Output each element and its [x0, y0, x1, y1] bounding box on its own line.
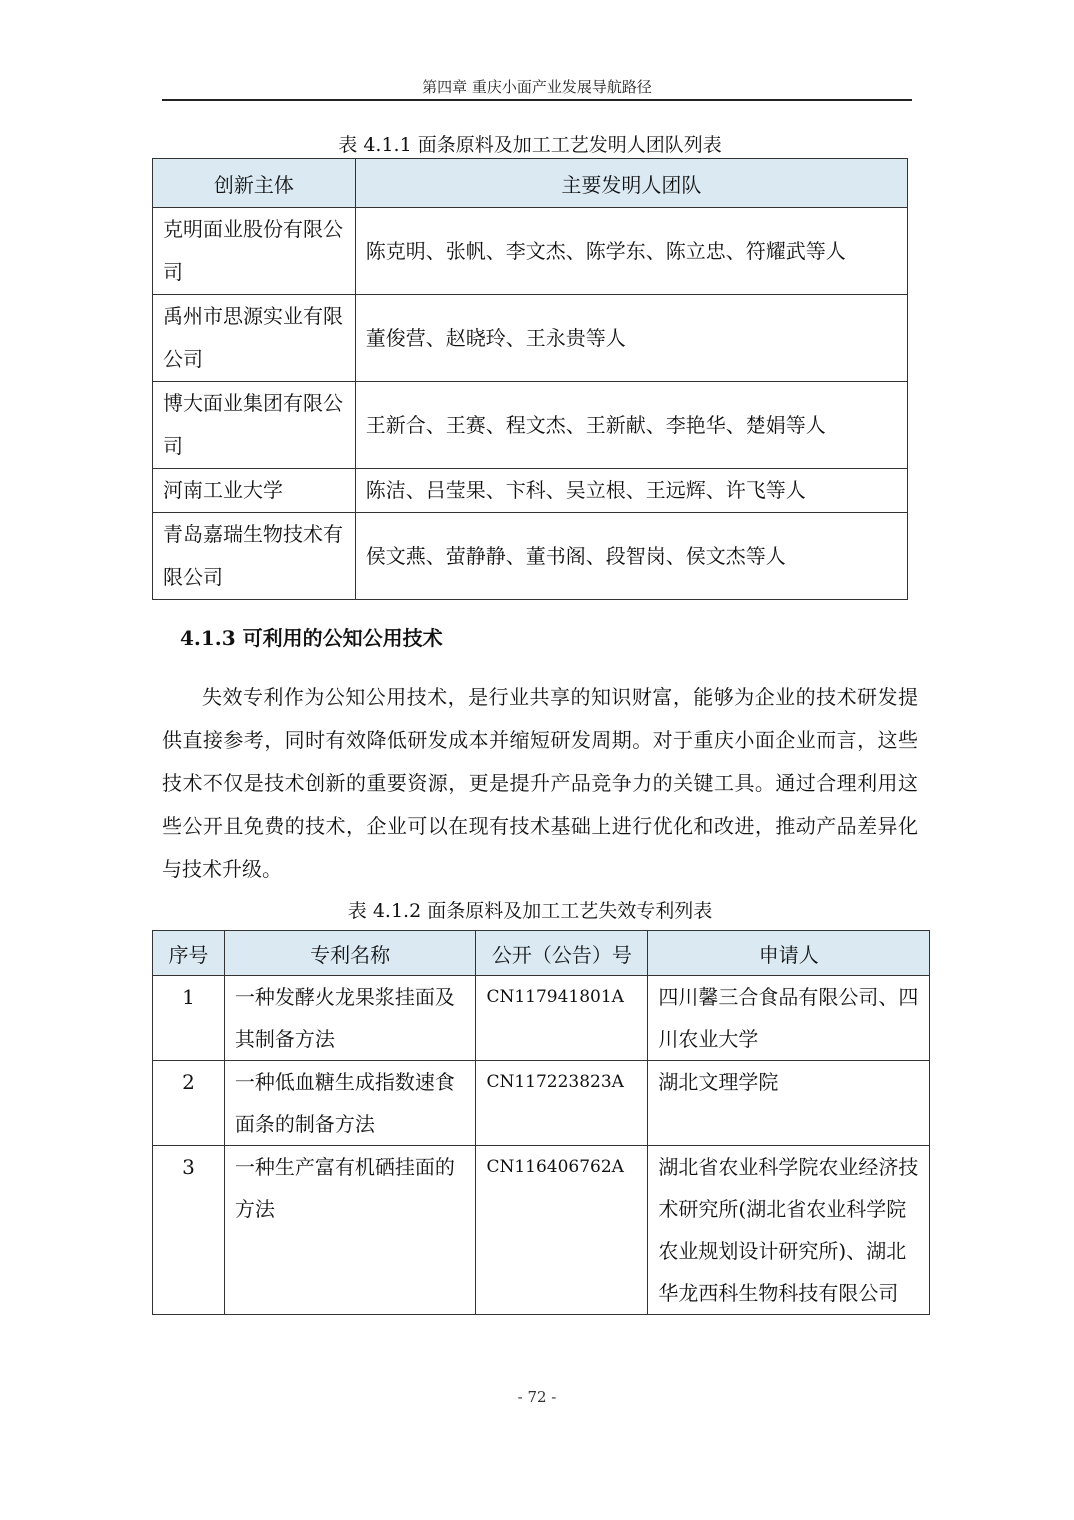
entity-cell: 河南工业大学: [153, 469, 356, 513]
publication-number-cell: CN116406762A: [476, 1146, 648, 1315]
entity-cell: 博大面业集团有限公司: [153, 382, 356, 469]
patent-name-cell: 一种发酵火龙果浆挂面及其制备方法: [224, 976, 476, 1061]
table-row: [153, 382, 908, 469]
team-cell: 陈洁、吕莹果、卞科、吴立根、王远辉、许飞等人: [355, 469, 907, 513]
entity-cell: 禹州市思源实业有限公司: [153, 295, 356, 382]
table2-caption: 表 4.1.2 面条原料及加工工艺失效专利列表: [347, 900, 713, 922]
entity-cell: 克明面业股份有限公司: [153, 208, 356, 295]
table-row: [153, 513, 908, 600]
patent-name-cell: 一种低血糖生成指数速食面条的制备方法: [224, 1061, 476, 1146]
table-row: [153, 208, 908, 295]
column-header: 创新主体: [153, 159, 356, 208]
column-header: 公开（公告）号: [476, 931, 648, 976]
patent-name-cell: 一种生产富有机硒挂面的方法: [224, 1146, 476, 1315]
page-number: - 72 -: [517, 1388, 557, 1406]
column-header: 序号: [153, 931, 225, 976]
serial-cell: 2: [153, 1061, 225, 1146]
header-divider: [162, 99, 912, 101]
table-row: [153, 295, 908, 382]
inventor-team-table: [152, 158, 908, 600]
team-cell: 陈克明、张帆、李文杰、陈学东、陈立忠、符耀武等人: [355, 208, 907, 295]
expired-patent-table: [152, 930, 930, 1315]
serial-cell: 3: [153, 1146, 225, 1315]
applicant-cell: 湖北文理学院: [648, 1061, 930, 1146]
team-cell: 董俊营、赵晓玲、王永贵等人: [355, 295, 907, 382]
publication-number-cell: CN117223823A: [476, 1061, 648, 1146]
table-row: [153, 1146, 930, 1315]
applicant-cell: 湖北省农业科学院农业经济技术研究所(湖北省农业科学院农业规划设计研究所)、湖北华龙西科生物科技有限公司: [648, 1146, 930, 1315]
publication-number-cell: CN117941801A: [476, 976, 648, 1061]
table1-caption: 表 4.1.1 面条原料及加工工艺发明人团队列表: [338, 134, 722, 156]
column-header: 专利名称: [224, 931, 476, 976]
section-heading: 4.1.3 可利用的公知公用技术: [180, 626, 443, 650]
table-header-row: [153, 931, 930, 976]
entity-cell: 青岛嘉瑞生物技术有限公司: [153, 513, 356, 600]
column-header: 主要发明人团队: [355, 159, 907, 208]
column-header: 申请人: [648, 931, 930, 976]
page-header-title: 第四章 重庆小面产业发展导航路径: [422, 78, 652, 96]
table-header-row: [153, 159, 908, 208]
section-paragraph: 失效专利作为公知公用技术，是行业共享的知识财富，能够为企业的技术研发提供直接参考，同时有效降低研发成本并缩短研发周期。对于重庆小面企业而言，这些技术不仅是技术创新的重要资源，更是提升产品竞争力的关键工具。通过合理利用这些公开且免费的技术，企业可以在现有技术基础上进行优化和改进，推动产品差异化与技术升级。: [162, 685, 918, 881]
team-cell: 王新合、王赛、程文杰、王新献、李艳华、楚娟等人: [355, 382, 907, 469]
applicant-cell: 四川馨三合食品有限公司、四川农业大学: [648, 976, 930, 1061]
table-row: [153, 976, 930, 1061]
table-row: [153, 469, 908, 513]
serial-cell: 1: [153, 976, 225, 1061]
team-cell: 侯文燕、萤静静、董书阁、段智岗、侯文杰等人: [355, 513, 907, 600]
table-row: [153, 1061, 930, 1146]
